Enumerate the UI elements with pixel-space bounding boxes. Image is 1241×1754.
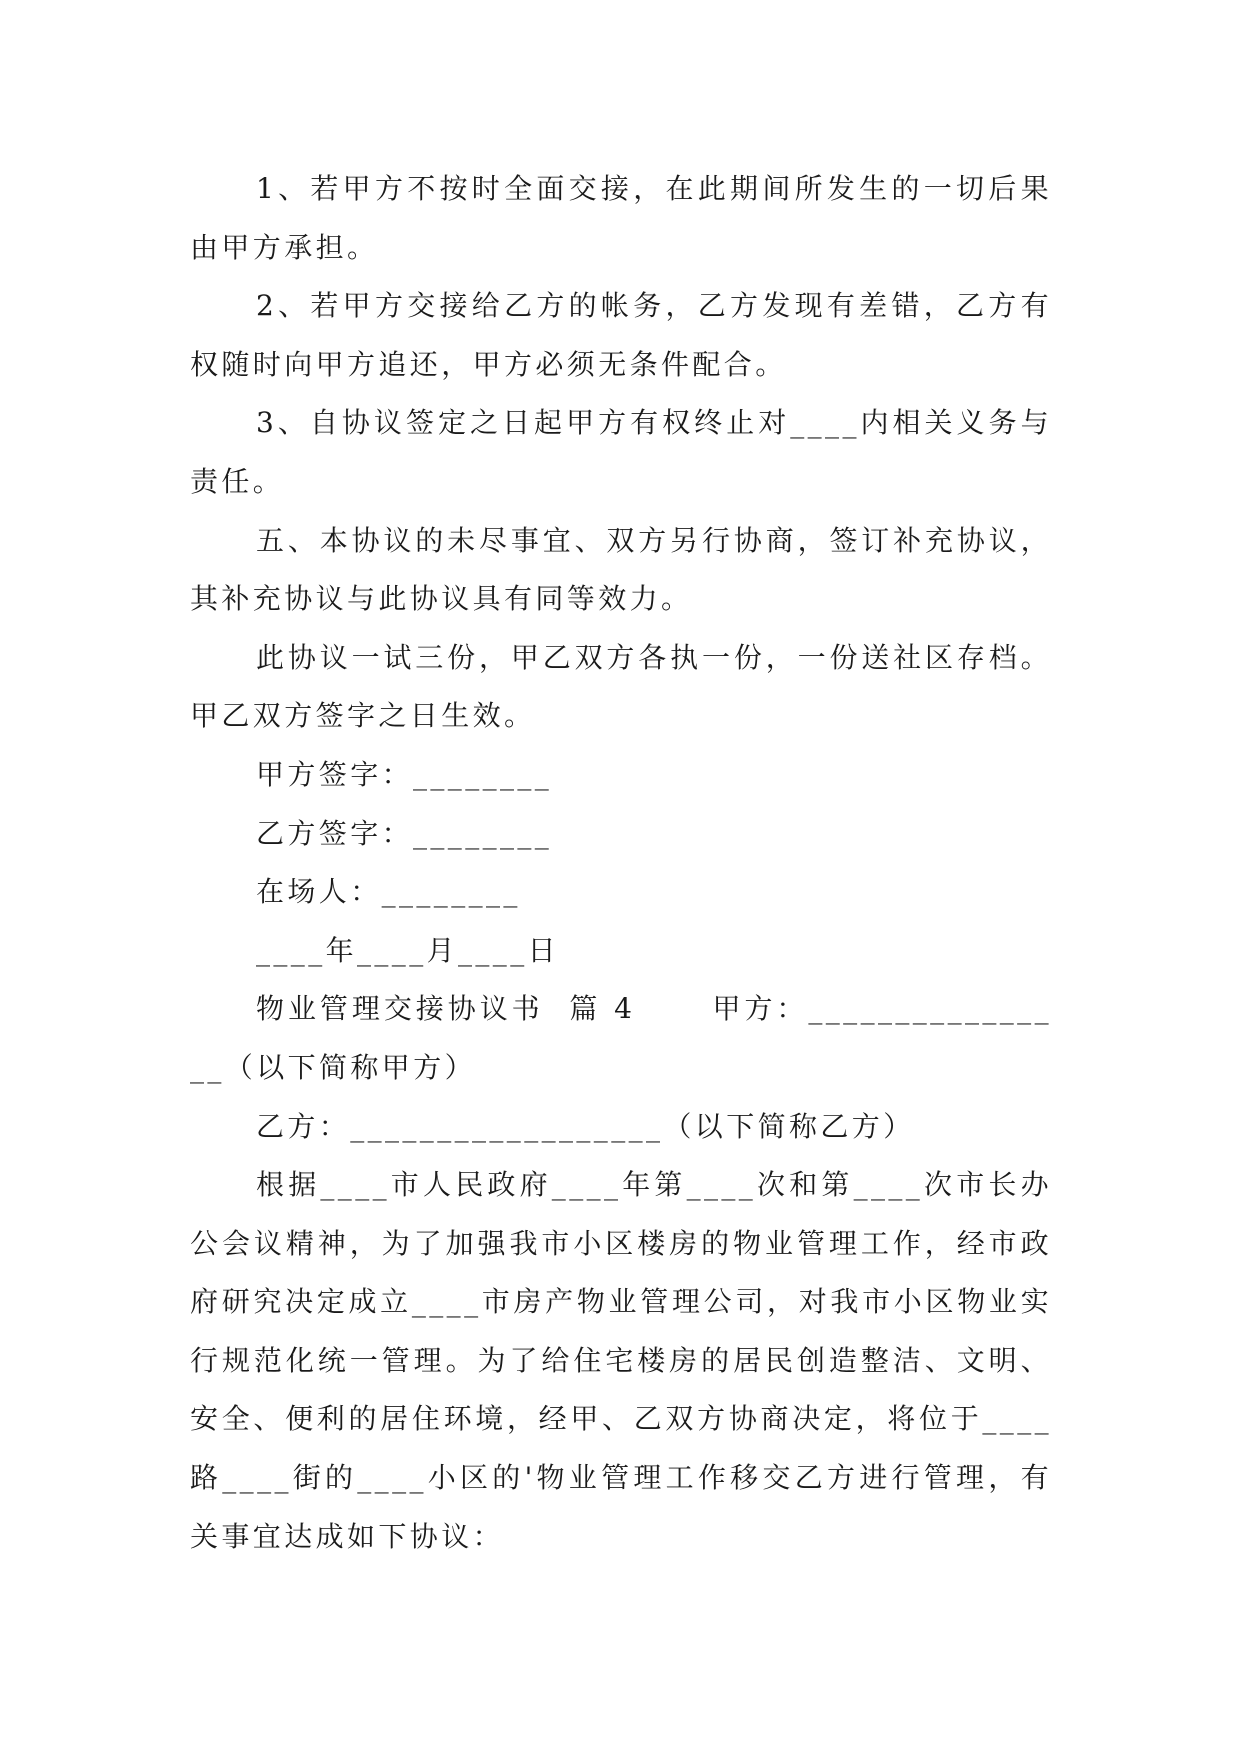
party-b-line: 乙方：__________________（以下简称乙方） — [256, 1109, 915, 1143]
agreement-4-heading-party-a: 物业管理交接协议书 篇 4 甲方：________________（以下简称甲方） — [190, 992, 1052, 1084]
clause-2-paragraph: 2、若甲方交接给乙方的帐务，乙方发现有差错，乙方有权随时向甲方追还，甲方必须无条件配合。 — [190, 289, 1052, 381]
date-line: ____年____月____日 — [256, 933, 560, 967]
preamble-paragraph: 根据____市人民政府____年第____次和第____次市长办公会议精神，为了加强我市小区楼房的物业管理工作，经市政府研究决定成立____市房产物业管理公司，对我市小区物业实行规范化统一管理。为了给住宅楼房的居民创造整洁、文明、安全、便利的居住环境，经甲、乙双方协商决定，将位于____路____街的____小区的'物业管理工作移交乙方进行管理，有关事宜达成如下协议： — [190, 1168, 1052, 1553]
section-5-paragraph: 五、本协议的未尽事宜、双方另行协商，签订补充协议，其补充协议与此协议具有同等效力。 — [190, 523, 1052, 616]
clause-1-paragraph: 1、若甲方不按时全面交接，在此期间所发生的一切后果由甲方承担。 — [190, 172, 1052, 264]
document-body — [190, 160, 1052, 1566]
clause-3-paragraph: 3、自协议签定之日起甲方有权终止对____内相关义务与责任。 — [190, 406, 1052, 498]
copies-paragraph: 此协议一试三份，甲乙双方各执一份，一份送社区存档。甲乙双方签字之日生效。 — [190, 640, 1052, 733]
party-b-signature-line: 乙方签字：________ — [256, 816, 553, 850]
party-a-signature-line: 甲方签字：________ — [256, 757, 553, 791]
witness-signature-line: 在场人：________ — [256, 875, 521, 909]
